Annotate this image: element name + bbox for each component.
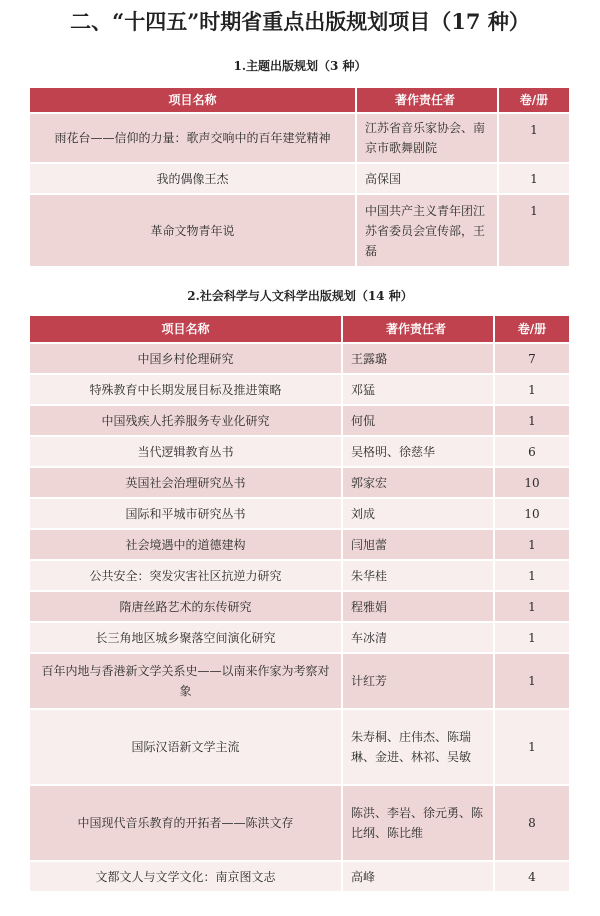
volumes: 1 (499, 164, 569, 195)
volumes: 10 (495, 499, 569, 530)
volumes: 1 (495, 592, 569, 623)
project-name: 英国社会治理研究丛书 (30, 468, 343, 499)
project-name: 我的偶像王杰 (30, 164, 357, 195)
volumes: 1 (495, 530, 569, 561)
table-row (30, 114, 569, 164)
author: 吴格明、徐慈华 (343, 437, 495, 468)
table-row (30, 164, 569, 195)
author: 何侃 (343, 406, 495, 437)
table-row (30, 375, 569, 406)
table-row (30, 786, 569, 862)
project-name: 文都文人与文学文化：南京图文志 (30, 862, 343, 893)
table-row (30, 195, 569, 268)
header-author: 著作责任者 (357, 88, 499, 114)
project-name: 隋唐丝路艺术的东传研究 (30, 592, 343, 623)
project-name: 公共安全：突发灾害社区抗逆力研究 (30, 561, 343, 592)
author: 郭家宏 (343, 468, 495, 499)
author: 高保国 (357, 164, 499, 195)
volumes: 1 (495, 561, 569, 592)
project-name: 雨花台——信仰的力量：歌声交响中的百年建党精神 (30, 114, 357, 164)
project-name: 百年内地与香港新文学关系史——以南来作家为考察对象 (30, 654, 343, 710)
table-row (30, 406, 569, 437)
project-name: 中国乡村伦理研究 (30, 344, 343, 375)
author: 闫旭蕾 (343, 530, 495, 561)
author: 朱寿桐、庄伟杰、陈瑞琳、金进、林祁、吴敏 (343, 710, 495, 786)
table-row (30, 592, 569, 623)
header-author: 著作责任者 (343, 316, 495, 344)
volumes: 7 (495, 344, 569, 375)
header-project-name: 项目名称 (30, 316, 343, 344)
project-name: 特殊教育中长期发展目标及推进策略 (30, 375, 343, 406)
author: 江苏省音乐家协会、南京市歌舞剧院 (357, 114, 499, 164)
table-row (30, 468, 569, 499)
table-row (30, 499, 569, 530)
project-name: 国际汉语新文学主流 (30, 710, 343, 786)
author: 王露璐 (343, 344, 495, 375)
author: 高峰 (343, 862, 495, 893)
volumes: 6 (495, 437, 569, 468)
theme-publishing-table (30, 88, 569, 268)
table-row (30, 344, 569, 375)
volumes: 1 (495, 623, 569, 654)
author: 陈洪、李岩、徐元勇、陈比纲、陈比维 (343, 786, 495, 862)
volumes: 8 (495, 786, 569, 862)
author: 刘成 (343, 499, 495, 530)
section-heading-theme: 1.主题出版规划（3 种） (233, 59, 367, 73)
project-name: 国际和平城市研究丛书 (30, 499, 343, 530)
header-project-name: 项目名称 (30, 88, 357, 114)
social-sciences-table (30, 316, 569, 893)
header-volumes: 卷/册 (499, 88, 569, 114)
section-heading-social-sciences: 2.社会科学与人文科学出版规划（14 种） (187, 289, 413, 303)
project-name: 长三角地区城乡聚落空间演化研究 (30, 623, 343, 654)
volumes: 1 (499, 195, 569, 268)
table-row (30, 561, 569, 592)
project-name: 当代逻辑教育丛书 (30, 437, 343, 468)
volumes: 1 (499, 114, 569, 164)
author: 车冰清 (343, 623, 495, 654)
page-title: 二、“十四五”时期省重点出版规划项目（17 种） (70, 9, 530, 34)
table-row (30, 654, 569, 710)
project-name: 中国现代音乐教育的开拓者——陈洪文存 (30, 786, 343, 862)
table-row (30, 862, 569, 893)
table-row (30, 623, 569, 654)
author: 计红芳 (343, 654, 495, 710)
table-row (30, 437, 569, 468)
project-name: 革命文物青年说 (30, 195, 357, 268)
volumes: 1 (495, 375, 569, 406)
volumes: 1 (495, 710, 569, 786)
volumes: 1 (495, 654, 569, 710)
volumes: 10 (495, 468, 569, 499)
table-row (30, 710, 569, 786)
author: 中国共产主义青年团江苏省委员会宣传部，王磊 (357, 195, 499, 268)
project-name: 社会境遇中的道德建构 (30, 530, 343, 561)
author: 朱华桂 (343, 561, 495, 592)
author: 程雅娟 (343, 592, 495, 623)
project-name: 中国残疾人托养服务专业化研究 (30, 406, 343, 437)
volumes: 4 (495, 862, 569, 893)
author: 邓猛 (343, 375, 495, 406)
table-row (30, 530, 569, 561)
volumes: 1 (495, 406, 569, 437)
header-volumes: 卷/册 (495, 316, 569, 344)
